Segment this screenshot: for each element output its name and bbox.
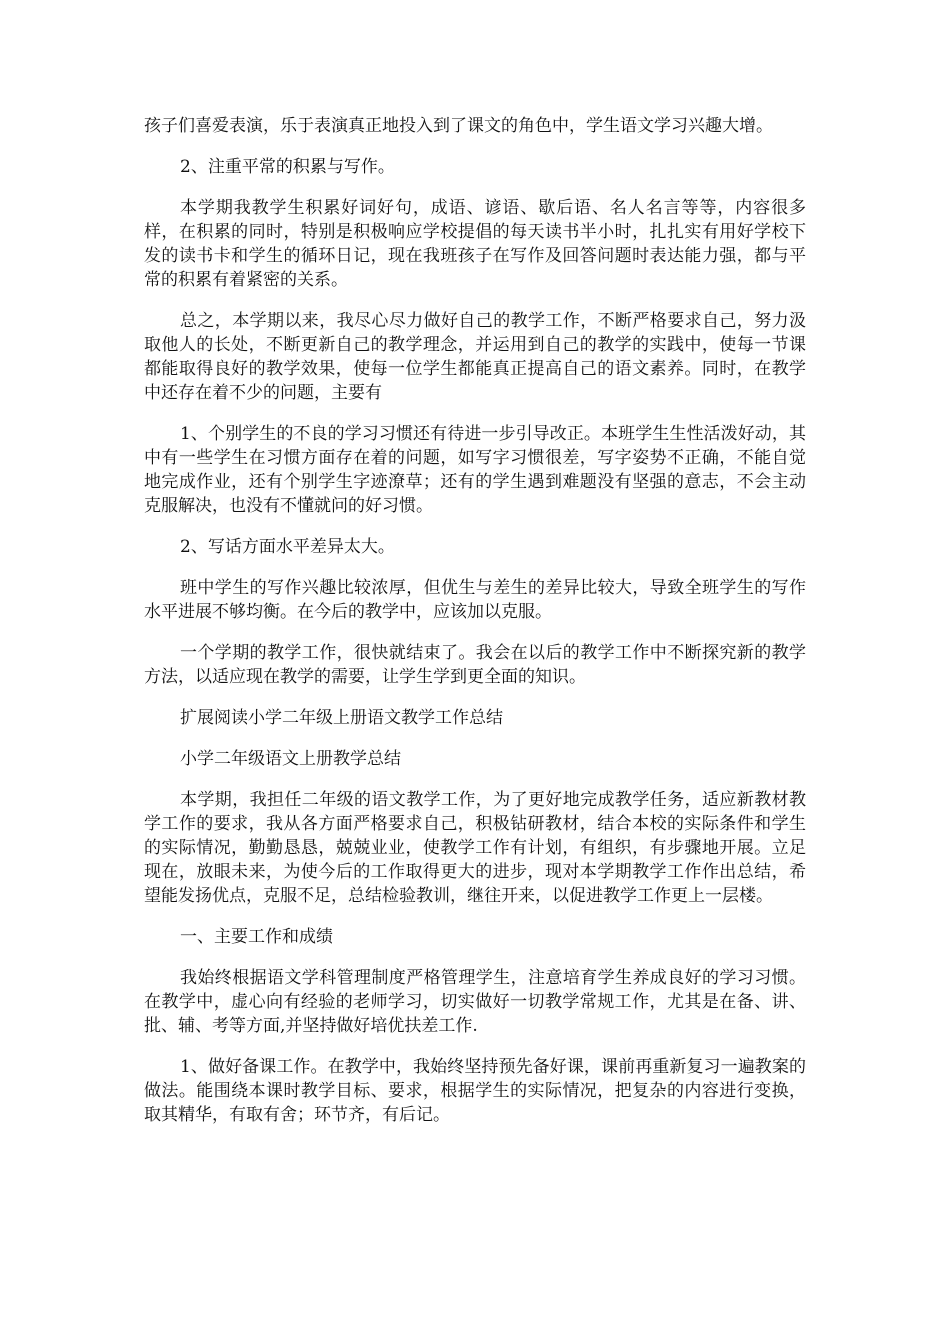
section-heading-main-work: 一、主要工作和成绩 [180,927,333,947]
section-heading-extended-reading: 扩展阅读小学二年级上册语文教学工作总结 [180,708,503,728]
paragraph-8: 一个学期的教学工作，很快就结束了。我会在以后的教学工作中不断探究新的教学方法，以适应现在教学的需要，让学生学到更全面的知识。 [144,643,806,687]
paragraph-7: 班中学生的写作兴趣比较浓厚，但优生与差生的差异比较大，导致全班学生的写作水平进展不够均衡。在今后的教学中，应该加以克服。 [144,578,806,622]
paragraph-11: 本学期，我担任二年级的语文教学工作，为了更好地完成教学任务，适应新教材教学工作的要求，我从各方面严格要求自己，积极钻研教材，结合本校的实际条件和学生的实际情况，勤勤恳恳，兢兢业业，使教学工作有计划，有组织，有步骤地开展。立足现在，放眼未来，为使今后的工作取得更大的进步，现对本学期教学工作作出总结，希望能发扬优点，克服不足，总结检验教训，继往开来，以促进教学工作更上一层楼。 [144,790,806,906]
paragraph-14: 1、做好备课工作。在教学中，我始终坚持预先备好课，课前再重新复习一遍教案的做法。能围绕本课时教学目标、要求，根据学生的实际情况，把复杂的内容进行变换，取其精华，有取有舍；环节齐，有后记。 [144,1057,806,1125]
paragraph-4: 总之，本学期以来，我尽心尽力做好自己的教学工作，不断严格要求自己，努力汲取他人的长处，不断更新自己的教学理念，并运用到自己的教学的实践中，使每一节课都能取得良好的教学效果，使每一位学生都能真正提高自己的语文素养。同时，在教学中还存在着不少的问题，主要有 [144,311,806,403]
paragraph-1: 孩子们喜爱表演，乐于表演真正地投入到了课文的角色中，学生语文学习兴趣大增。 [144,116,773,136]
paragraph-2: 2、注重平常的积累与写作。 [180,157,395,177]
paragraph-3: 本学期我教学生积累好词好句，成语、谚语、歇后语、名人名言等等，内容很多样，在积累的同时，特别是积极响应学校提倡的每天读书半小时，扎扎实有用好学校下发的读书卡和学生的循环日记，现在我班孩子在写作及回答问题时表达能力强，都与平常的积累有着紧密的关系。 [144,198,806,290]
paragraph-5: 1、个别学生的不良的学习习惯还有待进一步引导改正。本班学生生性活泼好动，其中有一些学生在习惯方面存在着的问题，如写字习惯很差，写字姿势不正确，不能自觉地完成作业，还有个别学生字迹潦草；还有的学生遇到难题没有坚强的意志，不会主动克服解决，也没有不懂就问的好习惯。 [144,424,806,516]
section-heading-summary-title: 小学二年级语文上册教学总结 [180,749,401,769]
paragraph-6: 2、写话方面水平差异太大。 [180,537,395,557]
paragraph-13: 我始终根据语文学科管理制度严格管理学生，注意培育学生养成良好的学习习惯。在教学中，虚心向有经验的老师学习，切实做好一切教学常规工作，尤其是在备、讲、批、辅、考等方面,并坚持做好培优扶差工作. [144,968,806,1036]
